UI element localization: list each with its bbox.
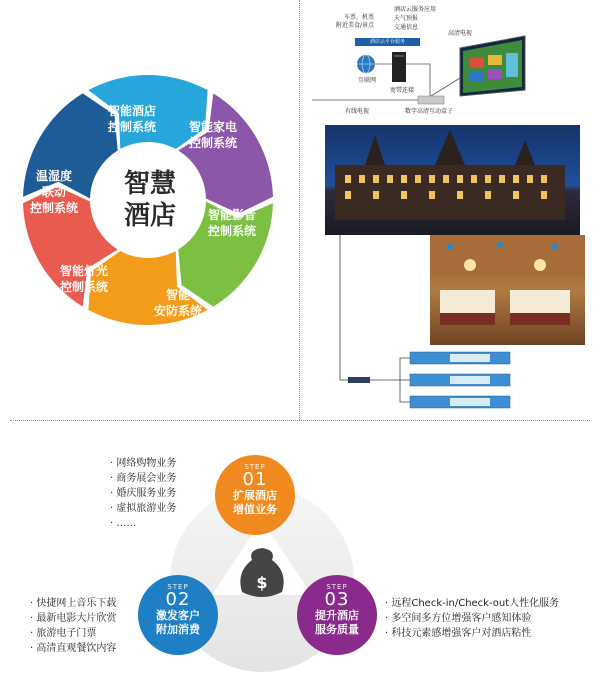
step-01-label: 扩展酒店 增值业务 [233,489,277,516]
hotel-exterior-photo [325,125,580,235]
service-item: 天气预报 [394,15,419,22]
step-02-label: 激发客户 附加消费 [156,609,200,636]
wheel-center-title: 智慧 酒店 [123,169,176,231]
step-01-number: 01 [242,469,268,490]
list-right [385,596,559,641]
list-item: · 高清直观餐饮内容 [30,643,117,654]
switch-panel-icon [370,352,510,408]
broadband-label: 宽带连接 [390,87,415,94]
network-diagram [300,0,600,420]
set-top-box-icon [418,96,444,104]
server-icon [392,52,406,82]
step-02-text [138,583,218,637]
network-left-labels: 车票、机票 附近美食/景点 [335,14,374,29]
segment-label-security: 智能 安防系统 [153,288,202,318]
segment-label-climate-control: 温湿度 联动 控制系统 [29,169,78,215]
hotel-room-photo [430,235,585,345]
service-item: 交通信息 [394,24,419,31]
segment-label-lighting-control: 智能灯光 控制系统 [59,264,108,294]
stb-label: 数字高清互动盒子 [405,108,454,115]
list-item: · 婚庆服务业务 [110,488,177,499]
service-item: 酒店云服务应用 [394,6,437,13]
list-left [30,596,116,656]
step-03-number: 03 [324,589,350,610]
list-item: · 远程Check-in/Check-out人性化服务 [385,598,560,609]
step-02-word: STEP [167,583,189,591]
list-item: · 最新电影大片欣赏 [30,613,117,624]
list-item: · …… [110,518,137,529]
list-item: · 科技元素感增强客户对酒店粘性 [385,628,532,639]
benefits-diagram [0,420,600,680]
internet-globe-icon [357,55,375,73]
step-01-word: STEP [244,463,266,471]
step-03-label: 提升酒店 服务质量 [315,609,359,636]
list-item: · 商务展会业务 [110,473,177,484]
step-02-number: 02 [165,589,191,610]
hd-tv-label: 高清电视 [448,30,473,37]
step-01-text [215,463,295,517]
list-item: · 网络购物业务 [110,458,177,469]
tv-icon [460,36,525,96]
smart-hotel-wheel [0,0,300,420]
list-item: · 多空间多方位增强客户感知体验 [385,613,532,624]
segment-label-appliance-control: 智能家电 控制系统 [188,120,237,150]
list-item: · 旅游电子门票 [30,628,97,639]
server-tag-text: 酒店云平台服务 [369,39,405,45]
segment-label-hotel-control: 智能酒店 控制系统 [107,104,156,134]
step-03-word: STEP [326,583,348,591]
list-item: · 虚拟旅游业务 [110,503,177,514]
svg-text:$: $ [256,573,268,592]
internet-label: 互联网 [358,77,377,84]
list-top [110,456,176,531]
cable-tv-label: 有线电视 [345,108,370,115]
list-item: · 快捷网上音乐下载 [30,598,117,609]
step-03-text [297,583,377,637]
segment-label-av-control: 智能影音 控制系统 [207,208,256,238]
